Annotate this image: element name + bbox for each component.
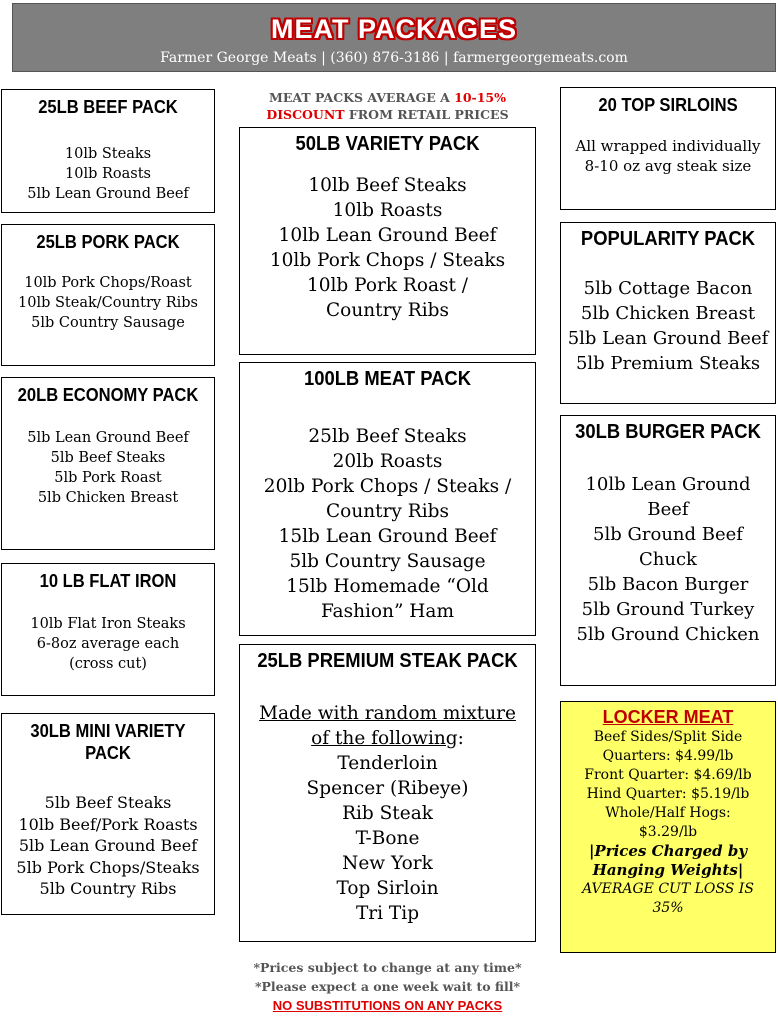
footer-notes — [235, 958, 540, 1015]
pack-item: 5lb Beef Steaks — [44, 793, 172, 812]
pack-item: T-Bone — [355, 828, 420, 849]
pack-title: 25LB PREMIUM STEAK PACK — [257, 650, 518, 672]
pack-item: 5lb Cottage Bacon — [583, 278, 753, 299]
pack-flat-iron-10 — [1, 563, 215, 696]
pack-item: 10lb Flat Iron Steaks — [30, 616, 186, 632]
pack-item: 6-8oz average each — [36, 636, 180, 652]
pack-item: 10lb Pork Chops / Steaks — [269, 250, 506, 271]
pack-item: 5lb Lean Ground Beef — [27, 186, 189, 202]
locker-loss: AVERAGE CUT LOSS IS — [582, 881, 754, 897]
footnote-prices: *Prices subject to change at any time* — [253, 960, 522, 975]
pack-item: (cross cut) — [69, 656, 147, 672]
locker-item: Beef Sides/Split Side — [593, 729, 743, 745]
pack-title: 20LB ECONOMY PACK — [17, 385, 199, 405]
pack-item: 5lb Lean Ground Beef — [567, 328, 769, 349]
pack-item: 20lb Pork Chops / Steaks / — [263, 476, 512, 497]
pack-item: 15lb Lean Ground Beef — [278, 526, 497, 547]
pack-meat-100 — [239, 362, 536, 636]
pack-item: 5lb Ground Beef — [593, 524, 743, 545]
locker-item: Quarters: $4.99/lb — [602, 748, 734, 764]
pack-item: Rib Steak — [342, 803, 433, 824]
pack-economy-20 — [1, 377, 215, 550]
locker-meat-box — [560, 701, 776, 953]
pack-item: New York — [342, 853, 433, 874]
page-header — [12, 3, 776, 72]
pack-item: 10lb Lean Ground Beef — [278, 225, 497, 246]
locker-item: $3.29/lb — [638, 824, 698, 840]
pack-item: 10lb Pork Chops/Roast — [24, 275, 192, 291]
pack-item: 10lb Beef Steaks — [308, 175, 467, 196]
contact-line: Farmer George Meats | (360) 876-3186 | farmergeorgemeats.com — [160, 50, 628, 66]
pack-item: All wrapped individually — [575, 137, 761, 155]
locker-loss: 35% — [652, 900, 684, 916]
pack-item: 5lb Bacon Burger — [587, 574, 749, 595]
locker-item: Hind Quarter: $5.19/lb — [586, 786, 750, 802]
footnote-no-substitutions: NO SUBSTITUTIONS ON ANY PACKS — [272, 998, 503, 1013]
pack-item: Chuck — [639, 549, 697, 570]
pack-item: 20lb Roasts — [332, 451, 443, 472]
pack-item: 5lb Ground Chicken — [576, 624, 760, 645]
pack-item: Beef — [647, 499, 689, 520]
pack-title: 30LB BURGER PACK — [575, 421, 761, 443]
promo-percent: 10-15% — [454, 90, 506, 105]
pack-item: Fashion” Ham — [320, 601, 455, 622]
pack-title: POPULARITY PACK — [580, 228, 756, 250]
pack-item: 5lb Lean Ground Beef — [27, 430, 189, 446]
pack-item: 5lb Country Ribs — [39, 879, 177, 898]
pack-item: 5lb Chicken Breast — [37, 490, 179, 506]
pack-item: 10lb Steak/Country Ribs — [18, 295, 198, 311]
pack-item: 10lb Steaks — [64, 146, 152, 162]
pack-intro-colon: : — [457, 728, 464, 749]
locker-title: LOCKER MEAT — [602, 707, 734, 727]
pack-item: 15lb Homemade “Old — [286, 576, 489, 597]
pack-item: 8-10 oz avg steak size — [584, 157, 752, 175]
pack-title: 30LB MINI VARIETY PACK — [30, 721, 186, 763]
pack-mini-variety-30 — [1, 713, 215, 915]
pack-intro: Made with random mixture — [259, 703, 516, 724]
pack-popularity — [560, 222, 776, 404]
pack-title: 20 TOP SIRLOINS — [598, 95, 738, 115]
pack-item: 10lb Beef/Pork Roasts — [18, 814, 198, 834]
pack-top-sirloins-20 — [560, 87, 776, 210]
pack-pork-25 — [1, 224, 215, 366]
pack-item: Top Sirloin — [336, 878, 439, 899]
footnote-wait: *Please expect a one week wait to fill* — [254, 979, 521, 994]
pack-intro: of the following — [311, 728, 458, 749]
pack-variety-50 — [239, 127, 536, 355]
pack-item: Tri Tip — [355, 903, 420, 924]
pack-title: 10 LB FLAT IRON — [39, 571, 177, 591]
promo-suffix: FROM RETAIL PRICES — [344, 107, 509, 122]
pack-item: Spencer (Ribeye) — [306, 778, 469, 799]
pack-item: Tenderloin — [337, 753, 438, 774]
pack-item: 5lb Country Sausage — [31, 315, 185, 331]
locker-item: Front Quarter: $4.69/lb — [584, 767, 752, 783]
pack-beef-25 — [1, 89, 215, 213]
promo-discount: DISCOUNT — [266, 107, 345, 122]
pack-premium-steak-25 — [239, 644, 536, 942]
pack-item: 10lb Roasts — [65, 166, 151, 182]
pack-item: 10lb Lean Ground — [585, 474, 751, 495]
pack-title: 25LB BEEF PACK — [38, 97, 178, 117]
page-title: MEAT PACKAGES — [270, 14, 517, 44]
pack-burger-30 — [560, 415, 776, 686]
pack-item: 5lb Pork Chops/Steaks — [16, 857, 200, 877]
pack-item: Country Ribs — [326, 300, 449, 321]
pack-title: 50LB VARIETY PACK — [295, 133, 480, 155]
pack-item: Country Ribs — [326, 501, 449, 522]
pack-title: 25LB PORK PACK — [36, 232, 180, 252]
pack-item: 5lb Chicken Breast — [580, 303, 756, 324]
pack-item: 5lb Ground Turkey — [581, 599, 755, 620]
locker-note: |Prices Charged by — [588, 842, 748, 860]
pack-item: 10lb Roasts — [332, 200, 443, 221]
pack-title: 100LB MEAT PACK — [303, 368, 471, 390]
promo-text: MEAT PACKS AVERAGE A — [269, 90, 455, 105]
pack-item: 25lb Beef Steaks — [308, 426, 467, 447]
locker-note: Hanging Weights| — [592, 861, 744, 879]
locker-item: Whole/Half Hogs: — [605, 805, 731, 821]
pack-item: 10lb Pork Roast / — [306, 275, 469, 296]
pack-item: 5lb Lean Ground Beef — [18, 836, 198, 855]
pack-item: 5lb Premium Steaks — [575, 353, 761, 374]
pack-item: 5lb Pork Roast — [54, 470, 162, 486]
pack-item: 5lb Beef Steaks — [50, 450, 166, 466]
discount-banner — [235, 89, 540, 123]
pack-item: 5lb Country Sausage — [289, 551, 486, 572]
